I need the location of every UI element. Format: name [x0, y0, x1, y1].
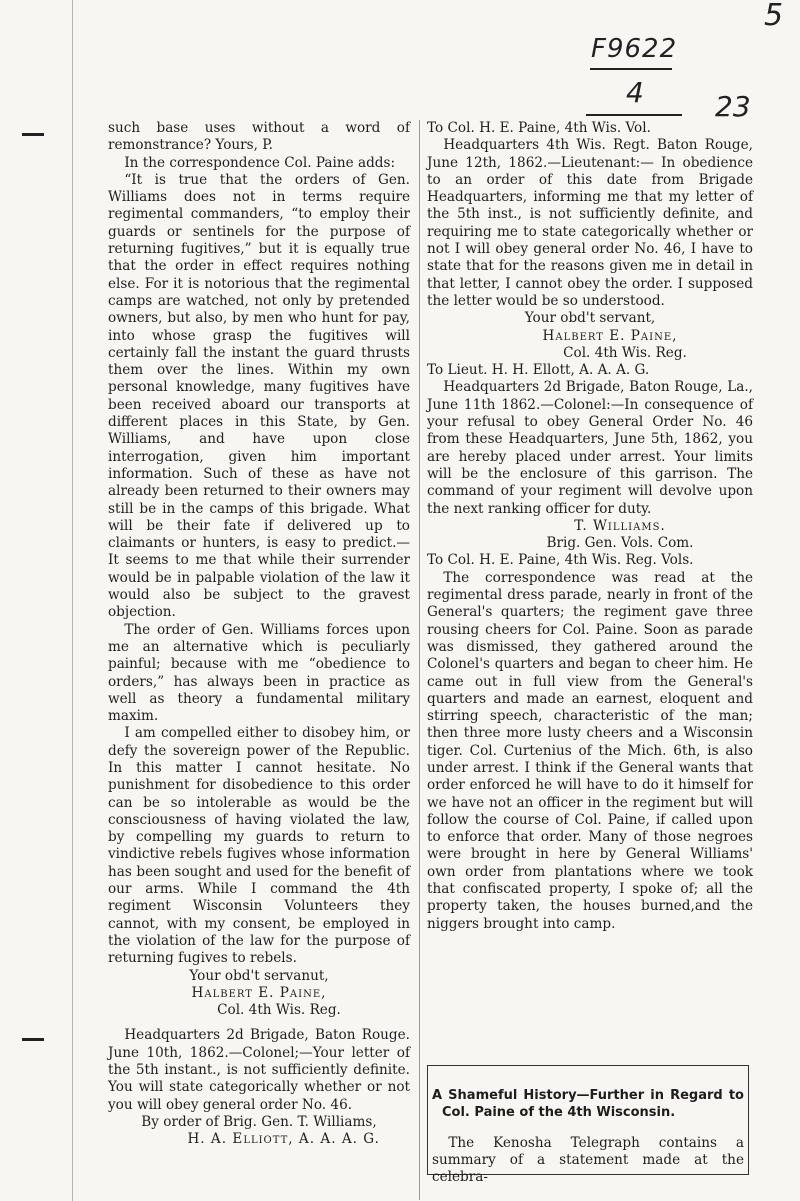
article-headline: A Shameful History—Further in Regard to Col. Paine of the 4th Wisconsin. — [432, 1088, 744, 1120]
paragraph: “It is true that the orders of Gen. Williams does not in terms require regimental commanders, “to employ their guards or sentinels for the purpose of returning fugitives,” but it is equally true that the order in effect requires nothing else. For it is notorious that the regimental camps are watched, not only by pretended owners, but also, by men who hunt for pay, into whose grasp the fugitives will certainly fall the instant the guard thrusts them over the lines. Within my own personal knowledge, many fugitives have been received aboard our transports at different places in this State, by Gen. Williams, and have upon close interrogation, given him important information. Such of these as have not already been returned to their owners may still be in the camps of this brigade. What will be their fate if delivered up to claimants or hunters, is easy to predict.— It seems to me that while their surrender would be in palpable violation of the law it would also be subject to the gravest objection. — [108, 171, 410, 621]
order-signature: H. A. Elliott, A. A. A. G. — [187, 1131, 380, 1148]
right-column — [427, 120, 753, 933]
handwritten-corner-number: 5 — [764, 0, 784, 33]
signature-name: Halbert E. Paine, — [542, 327, 678, 344]
address-line: To Col. H. E. Paine, 4th Wis. Reg. Vols. — [427, 552, 694, 569]
signature-name: Halbert E. Paine, — [191, 984, 327, 1001]
address-line: To Lieut. H. H. Ellott, A. A. A. G. — [427, 362, 650, 379]
catalog-underline — [590, 68, 672, 70]
signature-closing: Your obd't servanut, — [189, 967, 329, 984]
paragraph: In the correspondence Col. Paine adds: — [124, 154, 396, 171]
signature-closing: Your obd't servant, — [524, 310, 656, 327]
paragraph: Headquarters 2d Brigade, Baton Rouge. June 10th, 1862.—Colonel;—Your letter of the 5th instant., is not sufficiently definite. You will state categorically whether or not you will obey general order No. 46. — [108, 1027, 410, 1113]
handwritten-catalog-code: F9622 — [591, 34, 678, 64]
handwritten-page-number: 23 — [715, 90, 751, 123]
signature-title: Col. 4th Wis. Reg. — [217, 1002, 341, 1019]
margin-mark — [22, 1038, 44, 1041]
paragraph: such base uses without a word of remonstrance? Yours, P. — [108, 120, 410, 154]
address-line: To Col. H. E. Paine, 4th Wis. Vol. — [427, 120, 651, 136]
boxed-article — [427, 1065, 749, 1186]
signature-title: Brig. Gen. Vols. Com. — [546, 535, 694, 552]
margin-mark — [22, 133, 44, 136]
signature-name: T. Williams. — [574, 517, 666, 534]
paragraph: I am compelled either to disobey him, or defy the sovereign power of the Republic. In this matter I cannot hesitate. No punishment for disobedience to this order can be so intolerable as would be the consciousness of having violated the law, by compelling my guards to return to vindictive rebels fugives whose information has been sought and used for the benefit of our arms. While I command the 4th regiment Wisconsin Volunteers they cannot, with my consent, be employed in the violation of the law for the purpose of returning fugives to rebels. — [108, 725, 410, 967]
order-line: By order of Brig. Gen. T. Williams, — [141, 1113, 377, 1130]
article-body: The Kenosha Telegraph contains a summary of a statement made at the celebra- — [432, 1134, 744, 1186]
paragraph: The order of Gen. Williams forces upon me an alternative which is peculiarly painful; because with me “obedience to orders,” has always been in practice as well as theory a fundamental military maxim. — [108, 621, 410, 725]
signature-title: Col. 4th Wis. Reg. — [563, 344, 687, 361]
column-rule — [419, 120, 420, 1200]
paragraph: Headquarters 4th Wis. Regt. Baton Rouge, June 12th, 1862.—Lieutenant:— In obedience to an order of this date from Brigade Headquarters, informing me that my letter of the 5th inst., is not sufficiently definite, and requiring me to state categorically whether or not I will obey general order No. 46, I have to state that for the reasons given me in detail in that letter, I cannot obey the order. I supposed the letter would be so understood. — [427, 137, 753, 309]
paragraph: Headquarters 2d Brigade, Baton Rouge, La., June 11th 1862.—Colonel:—In consequence of your refusal to obey General Order No. 46 from these Headquarters, June 5th, 1862, you are hereby placed under arrest. Your limits will be the enclosure of this garrison. The command of your regiment will devolve upon the next ranking officer for duty. — [427, 379, 753, 517]
left-column — [108, 120, 410, 1149]
sheet-underline — [586, 114, 682, 116]
handwritten-sheet-number: 4 — [626, 76, 644, 109]
page-edge-rule — [72, 0, 73, 1201]
paragraph: The correspondence was read at the regimental dress parade, nearly in front of the General's quarters; the regiment gave three rousing cheers for Col. Paine. Soon as parade was dismissed, they gathered around the Colonel's quarters and began to cheer him. He came out in full view from the General's quarters and made an earnest, eloquent and stirring speech, characteristic of the man; then three more lusty cheers and a Wisconsin tiger. Col. Curtenius of the Mich. 6th, is also under arrest. I think if the General wants that order enforced he will have to do it himself for we have not an officer in the regiment but will follow the course of Col. Paine, if called upon to enforce that order. Many of those negroes were brought in here by General Williams' own order from plantations where we took that confiscated property, I spoke of; all the property taken, the houses burned,and the niggers brought into camp. — [427, 569, 753, 932]
